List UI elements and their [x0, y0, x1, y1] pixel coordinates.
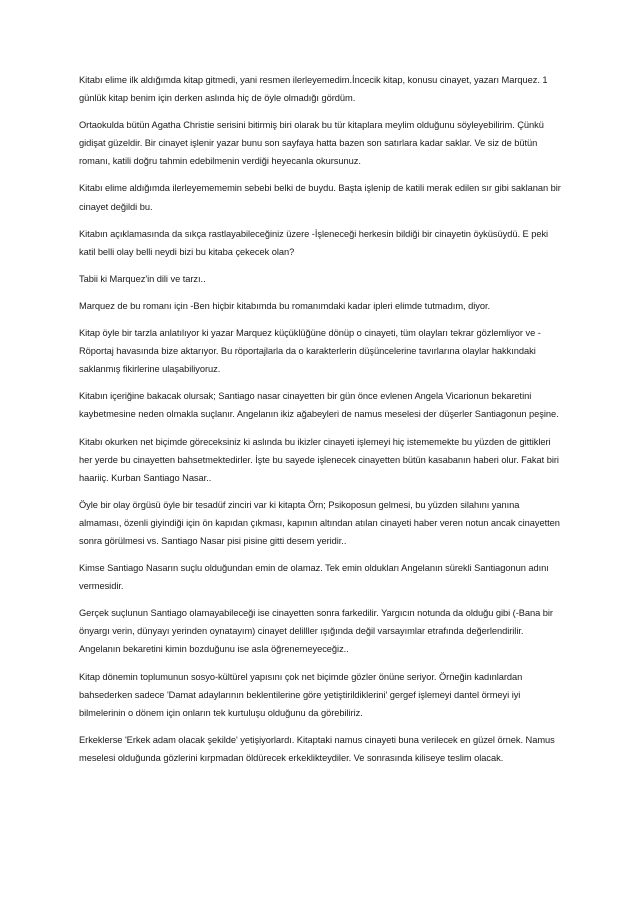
paragraph: Kitabı okurken net biçimde göreceksiniz ki aslında bu ikizler cinayeti işlemeyi hiç istememekte bu yüzden de gittikleri her yerde bu cinayetten bahsetmektedirler. İşte bu sayede işlenecek cinayetten bütün kasabanın haberi olur. Fakat biri haariiç. Kurban Santiago Nasar..	[79, 436, 559, 483]
paragraph: Ortaokulda bütün Agatha Christie serisini bitirmiş biri olarak bu tür kitaplara meylim olduğunu söyleyebilirim. Çünkü gidişat güzeldir. Bir cinayet işlenir yazar bunu son sayfaya hatta bazen son satırlara kadar saklar. Ve siz de bütün romanı, katili doğru tahmin edebilmenin verdiği heyecanla okursunuz.	[79, 120, 544, 167]
paragraph: Kitabı elime aldığımda ilerleyemememin sebebi belki de buydu. Başta işlenip de katili merak edilen sır gibi saklanan bir cinayet değildi bu.	[79, 183, 561, 212]
paragraph: Gerçek suçlunun Santiago olamayabileceği ise cinayetten sonra farkedilir. Yargıcın notunda da olduğu gibi (-Bana bir önyargı verin, dünyayı yerinden oynatayım) cinayet delilller ışığında değil varsayımlar etrafında değerlendirilir. Angelanın bekaretini kimin bozduğunu ise asla öğrenemeyeceğiz..	[79, 608, 553, 655]
paragraph: Kitabın içeriğine bakacak olursak; Santiago nasar cinayetten bir gün önce evlenen Angela Vicarionun bekaretini kaybetmesine neden olmakla suçlanır. Angelanın ikiz ağabeyleri de namus meselesi der düşerler Santiagonun peşine.	[79, 391, 559, 420]
paragraph: Kitap dönemin toplumunun sosyo-kültürel yapısını çok net biçimde gözler önüne seriyor. Örneğin kadınlardan bahsederken sadece 'Damat adaylarının beklentilerine göre yetiştirildiklerini' gergef işlemeyi dantel örmeyi iyi bilmelerinin o dönem için onların tek kurtuluşu olduğunu da görebiliriz.	[79, 671, 523, 718]
document-body	[79, 71, 564, 776]
paragraph: Kitabı elime ilk aldığımda kitap gitmedi, yani resmen ilerleyemedim.İncecik kitap, konusu cinayet, yazarı Marquez. 1 günlük kitap benim için derken aslında hiç de öyle olmadığı gördüm.	[79, 75, 548, 104]
paragraph: Öyle bir olay örgüsü öyle bir tesadüf zinciri var ki kitapta Örn; Psikoposun gelmesi, bu yüzden silahını yanına almaması, özenli giyindiği için ön kapıdan çıkması, kapının altından atılan cinayeti haber veren notun ancak cinayetten sonra görülmesi vs. Santiago Nasar pisi pisine gitti desem yeridir..	[79, 499, 560, 546]
paragraph: Tabii ki Marquez'in dili ve tarzı..	[79, 273, 206, 284]
paragraph: Kitap öyle bir tarzla anlatılıyor ki yazar Marquez küçüklüğüne dönüp o cinayeti, tüm olayları tekrar gözlemliyor ve -Röportaj havasında bize aktarıyor. Bu röportajlarla da o karakterlerin düşüncelerine tavırlarına olaylar hakkındaki saklanmış fikirlerine ulaşabiliyoruz.	[79, 328, 541, 375]
paragraph: Marquez de bu romanı için -Ben hiçbir kitabımda bu romanımdaki kadar ipleri elimde tutmadım, diyor.	[79, 300, 491, 311]
paragraph: Kimse Santiago Nasarın suçlu olduğundan emin de olamaz. Tek emin oldukları Angelanın sürekli Santiagonun adını vermesidir.	[79, 563, 549, 592]
paragraph: Erkeklerse 'Erkek adam olacak şekilde' yetişiyorlardı. Kitaptaki namus cinayeti buna verilecek en güzel örnek. Namus meselesi olduğunda gözlerini kırpmadan öldürecek erkeklikteydiler. Ve sonrasında kiliseye teslim olacak.	[79, 734, 555, 763]
paragraph: Kitabın açıklamasında da sıkça rastlayabileceğiniz üzere -İşleneceği herkesin bildiği bir cinayetin öyküsüydü. E peki katil belli olay belli neydi bizi bu kitaba çekecek olan?	[79, 228, 549, 257]
